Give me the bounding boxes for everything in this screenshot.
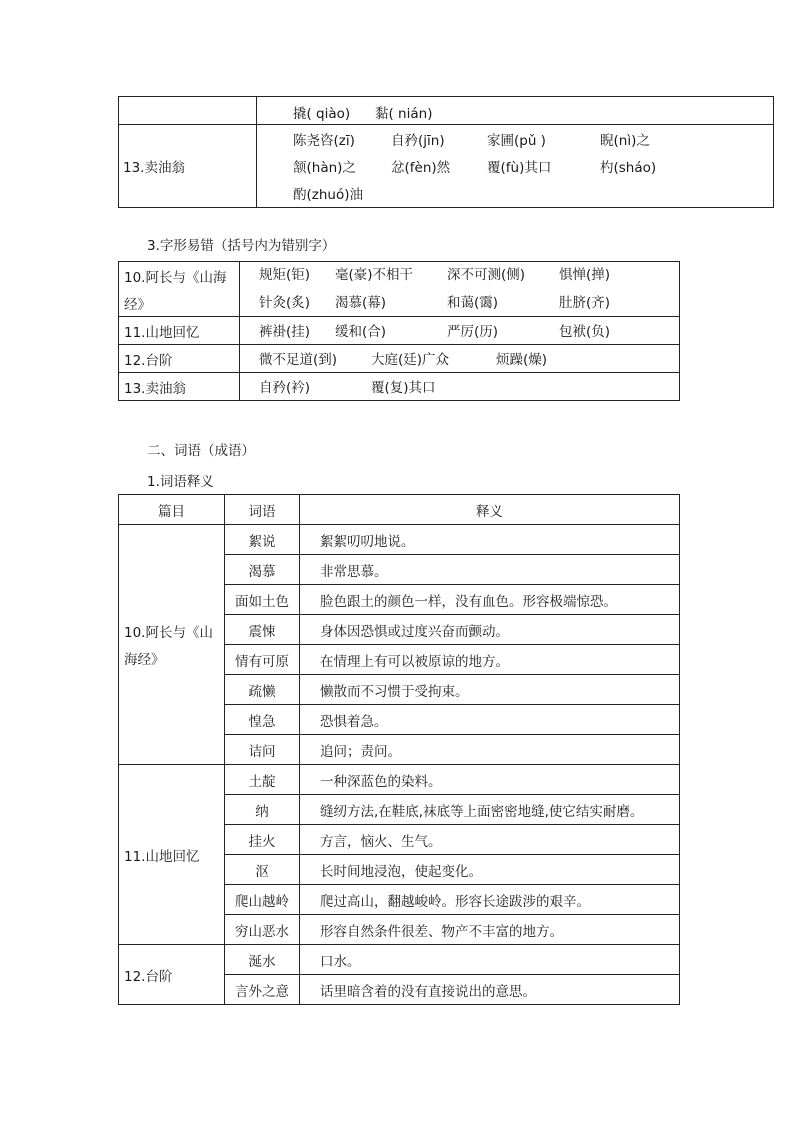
vocab-word: 疏懒 — [225, 675, 300, 705]
vocab-article-line: 10.阿长与《山 — [124, 625, 213, 641]
vocab-article-line: 海经》 — [124, 652, 165, 668]
typo-item: 深不可测(侧) — [447, 267, 526, 283]
typo-row-body — [240, 317, 680, 345]
typo-item: 大庭(廷)广众 — [371, 352, 450, 368]
pinyin-item: 睨(nì)之 — [600, 133, 650, 149]
vocab-definition: 形容自然条件很差、物产不丰富的地方。 — [300, 915, 680, 945]
vocab-article-cell — [119, 945, 225, 1005]
vocab-word: 涎水 — [225, 945, 300, 975]
vocab-word: 情有可原 — [225, 645, 300, 675]
vocab-word: 震悚 — [225, 615, 300, 645]
typo-row-12 — [119, 345, 680, 373]
vocab-header-definition: 释义 — [300, 495, 680, 525]
typo-row-11 — [119, 317, 680, 345]
vocab-row — [119, 525, 680, 555]
pinyin-item: 家圃(pǔ ) — [487, 133, 546, 149]
pinyin-item: 陈尧咨(zī) — [293, 133, 355, 149]
typo-item: 微不足道(到) — [259, 352, 338, 368]
vocab-definition: 话里暗含着的没有直接说出的意思。 — [300, 975, 680, 1005]
vocab-word: 言外之意 — [225, 975, 300, 1005]
typo-item: 规矩(钜) — [259, 267, 311, 283]
vocab-word: 絮说 — [225, 525, 300, 555]
typo-item: 肚脐(齐) — [559, 295, 611, 311]
section-3-heading: 3.字形易错（括号内为错别字） — [147, 238, 336, 254]
vocab-definition: 爬过高山，翻越峻岭。形容长途跋涉的艰辛。 — [300, 885, 680, 915]
pinyin-table — [118, 96, 774, 208]
vocab-definition: 长时间地浸泡，使起变化。 — [300, 855, 680, 885]
vocab-header-row — [119, 495, 680, 525]
typo-row-title: 13.卖油翁 — [119, 373, 240, 401]
typo-item: 针灸(炙) — [259, 295, 311, 311]
vocab-definition: 方言，恼火、生气。 — [300, 825, 680, 855]
pinyin-item: 忿(fèn)然 — [391, 160, 451, 176]
vocab-word: 渴慕 — [225, 555, 300, 585]
vocab-definition: 追问；责问。 — [300, 735, 680, 765]
typo-item: 和蔼(霭) — [447, 295, 499, 311]
typo-item: 裤褂(挂) — [259, 324, 311, 340]
pinyin-item: 杓(sháo) — [600, 160, 657, 176]
typo-item: 毫(豪)不相干 — [335, 267, 414, 283]
vocab-header-word: 词语 — [225, 495, 300, 525]
pinyin-row-title: 13.卖油翁 — [119, 125, 257, 208]
typo-row-body — [240, 345, 680, 373]
typo-row-title: 11.山地回忆 — [119, 317, 240, 345]
vocab-row — [119, 945, 680, 975]
vocab-word: 惶急 — [225, 705, 300, 735]
typo-item: 惧惮(掸) — [559, 267, 611, 283]
vocab-definition: 在情理上有可以被原谅的地方。 — [300, 645, 680, 675]
vocab-word: 挂火 — [225, 825, 300, 855]
vocab-header-article: 篇目 — [119, 495, 225, 525]
vocab-article-cell — [119, 765, 225, 945]
vocab-subheading: 1.词语释义 — [147, 474, 214, 490]
typo-row-title: 12.台阶 — [119, 345, 240, 373]
typo-item: 自矜(衿) — [259, 380, 311, 396]
typo-row-10 — [119, 262, 680, 317]
typo-item: 严厉(历) — [447, 324, 499, 340]
pinyin-item: 覆(fù)其口 — [487, 160, 552, 176]
typo-row-body — [240, 262, 680, 317]
typo-item: 渴慕(幕) — [335, 295, 387, 311]
typo-row-body — [240, 373, 680, 401]
typo-row-title — [119, 262, 240, 317]
pinyin-top-row-title-cell — [119, 97, 257, 125]
vocab-word: 纳 — [225, 795, 300, 825]
pinyin-item: 酌(zhuó)油 — [293, 187, 363, 203]
vocab-definition: 脸色跟土的颜色一样，没有血色。形容极端惊恐。 — [300, 585, 680, 615]
pinyin-row-body — [257, 125, 774, 208]
pinyin-item: 撬( qiào) — [293, 106, 351, 122]
vocab-definition: 缝纫方法,在鞋底,袜底等上面密密地缝,使它结实耐磨。 — [300, 795, 680, 825]
vocab-definition: 恐惧着急。 — [300, 705, 680, 735]
typo-item: 烦躁(燥) — [496, 352, 548, 368]
vocab-word: 土靛 — [225, 765, 300, 795]
vocab-table — [118, 494, 680, 1005]
vocab-article-line: 12.台阶 — [124, 968, 173, 985]
vocab-definition: 懒散而不习惯于受拘束。 — [300, 675, 680, 705]
typo-table — [118, 261, 680, 401]
typo-item: 覆(复)其口 — [371, 380, 436, 396]
typo-item: 缓和(合) — [335, 324, 387, 340]
pinyin-top-row-body — [257, 97, 774, 125]
vocab-word: 面如土色 — [225, 585, 300, 615]
vocab-word: 爬山越岭 — [225, 885, 300, 915]
vocab-definition: 絮絮叨叨地说。 — [300, 525, 680, 555]
vocab-row — [119, 765, 680, 795]
pinyin-row-13 — [119, 125, 774, 208]
typo-title-line: 经》 — [124, 296, 151, 313]
typo-row-13 — [119, 373, 680, 401]
pinyin-top-row — [119, 97, 774, 125]
pinyin-item: 自矜(jīn) — [391, 133, 445, 149]
vocab-word: 沤 — [225, 855, 300, 885]
typo-item: 包袱(负) — [559, 324, 611, 340]
pinyin-item: 颔(hàn)之 — [293, 160, 356, 176]
vocab-definition: 一种深蓝色的染料。 — [300, 765, 680, 795]
typo-title-line: 10.阿长与《山海 — [124, 269, 227, 286]
vocab-definition: 口水。 — [300, 945, 680, 975]
vocab-definition: 身体因恐惧或过度兴奋而颤动。 — [300, 615, 680, 645]
vocab-article-line: 11.山地回忆 — [124, 848, 200, 865]
vocab-word: 穷山恶水 — [225, 915, 300, 945]
vocab-article-cell — [119, 525, 225, 765]
section-2-heading: 二、词语（成语） — [147, 443, 255, 459]
pinyin-item: 黏( nián) — [375, 106, 433, 122]
vocab-word: 诘问 — [225, 735, 300, 765]
vocab-definition: 非常思慕。 — [300, 555, 680, 585]
